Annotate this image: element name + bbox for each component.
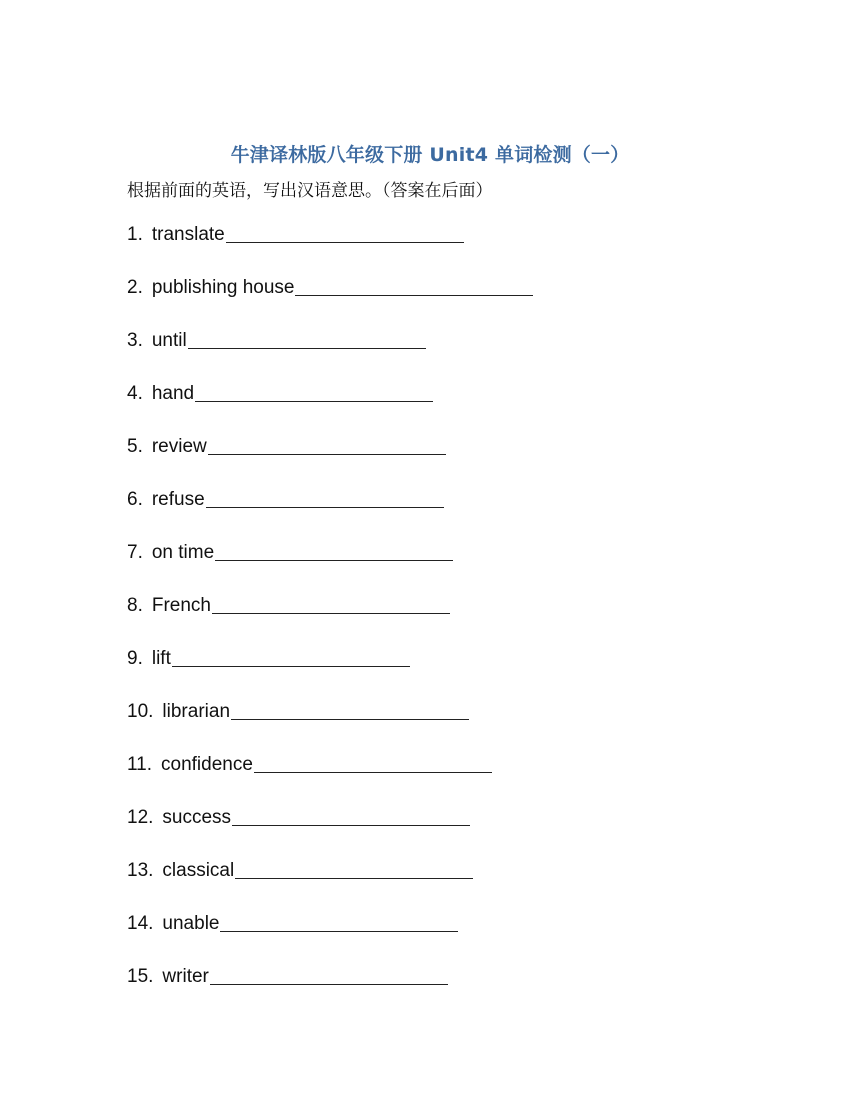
item-number: 9.	[127, 648, 143, 669]
answer-blank[interactable]	[235, 857, 473, 879]
item-number: 13.	[127, 860, 154, 881]
item-word: confidence	[161, 754, 253, 775]
page-title: 牛津译林版八年级下册 Unit4 单词检测（一）	[230, 144, 630, 166]
vocabulary-item	[127, 645, 533, 698]
item-word: until	[151, 330, 187, 351]
item-number: 12.	[127, 807, 154, 828]
item-number: 4.	[127, 383, 143, 404]
answer-blank[interactable]	[232, 804, 470, 826]
item-word: unable	[162, 913, 220, 934]
answer-blank[interactable]	[215, 539, 453, 561]
vocabulary-item	[127, 698, 533, 751]
vocabulary-item	[127, 433, 533, 486]
vocabulary-item	[127, 221, 533, 274]
vocabulary-item	[127, 380, 533, 433]
item-word: lift	[151, 648, 171, 669]
item-word: hand	[151, 383, 195, 404]
answer-blank[interactable]	[188, 327, 426, 349]
vocabulary-item	[127, 592, 533, 645]
vocabulary-item	[127, 274, 533, 327]
answer-blank[interactable]	[231, 698, 469, 720]
vocabulary-item	[127, 963, 533, 1016]
item-number: 11.	[127, 754, 153, 775]
vocabulary-item	[127, 910, 533, 963]
vocabulary-item	[127, 327, 533, 380]
item-word: success	[162, 807, 232, 828]
answer-blank[interactable]	[220, 910, 458, 932]
item-number: 3.	[127, 330, 143, 351]
item-number: 6.	[127, 489, 143, 510]
item-number: 10.	[127, 701, 154, 722]
vocabulary-list	[127, 221, 533, 1016]
answer-blank[interactable]	[208, 433, 446, 455]
item-word: publishing house	[151, 277, 295, 298]
item-word: refuse	[151, 489, 205, 510]
answer-blank[interactable]	[195, 380, 433, 402]
item-word: writer	[162, 966, 209, 987]
item-word: translate	[151, 224, 225, 245]
item-word: French	[151, 595, 211, 616]
item-word: classical	[162, 860, 235, 881]
answer-blank[interactable]	[254, 751, 492, 773]
vocabulary-item	[127, 486, 533, 539]
instruction-text: 根据前面的英语，写出汉语意思。（答案在后面）	[127, 181, 493, 201]
item-number: 14.	[127, 913, 154, 934]
answer-blank[interactable]	[210, 963, 448, 985]
answer-blank[interactable]	[172, 645, 410, 667]
item-word: on time	[151, 542, 215, 563]
item-number: 1.	[127, 224, 143, 245]
vocabulary-item	[127, 539, 533, 592]
answer-blank[interactable]	[212, 592, 450, 614]
item-number: 7.	[127, 542, 143, 563]
item-number: 15.	[127, 966, 154, 987]
item-word: review	[151, 436, 207, 457]
vocabulary-item	[127, 751, 533, 804]
item-word: librarian	[162, 701, 231, 722]
item-number: 5.	[127, 436, 143, 457]
item-number: 8.	[127, 595, 143, 616]
vocabulary-item	[127, 857, 533, 910]
answer-blank[interactable]	[295, 274, 533, 296]
item-number: 2.	[127, 277, 143, 298]
answer-blank[interactable]	[226, 221, 464, 243]
answer-blank[interactable]	[206, 486, 444, 508]
vocabulary-item	[127, 804, 533, 857]
